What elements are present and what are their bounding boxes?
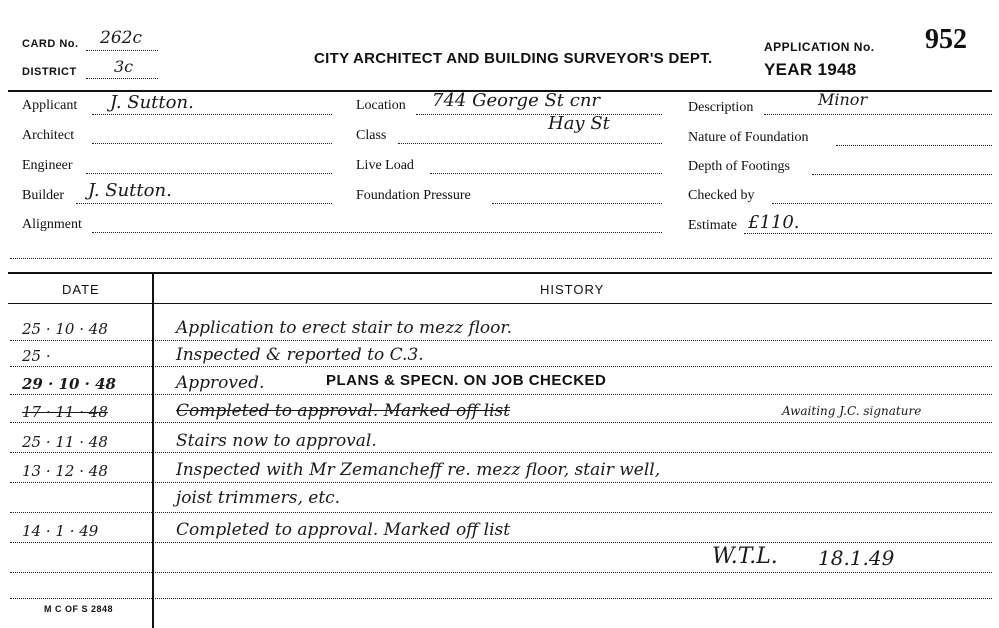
signature-date: 18.1.49 [818, 546, 895, 570]
builder-value: J. Sutton. [88, 180, 172, 201]
description-label: Description [688, 100, 754, 115]
location-value-2: Hay St [548, 113, 610, 134]
history-date: 13 · 12 · 48 [22, 462, 108, 480]
applicant-value: J. Sutton. [110, 92, 194, 113]
checked-stamp: PLANS & SPECN. ON JOB CHECKED [326, 372, 607, 389]
live-load-label: Live Load [356, 158, 414, 173]
foundation-pressure-label: Foundation Pressure [356, 188, 471, 203]
builder-label: Builder [22, 188, 64, 203]
class-label: Class [356, 128, 387, 143]
history-entry: Approved. [176, 373, 265, 393]
card-no-label: CARD No. [22, 38, 79, 50]
description-value: Minor [818, 90, 868, 109]
history-entry: Stairs now to approval. [176, 431, 377, 451]
year: YEAR 1948 [764, 60, 857, 79]
card-no-value: 262c [100, 28, 142, 48]
history-column-header: HISTORY [540, 282, 605, 297]
history-date: 14 · 1 · 49 [22, 522, 99, 540]
date-column-header: DATE [62, 282, 100, 297]
architect-label: Architect [22, 128, 75, 143]
history-entry: Inspected with Mr Zemancheff re. mezz floor, stair well, [176, 460, 661, 480]
nature-of-foundation-label: Nature of Foundation [688, 130, 809, 145]
history-entry: joist trimmers, etc. [176, 488, 341, 508]
alignment-label: Alignment [22, 217, 82, 232]
estimate-value: £110. [748, 212, 800, 233]
district-value: 3c [114, 57, 134, 76]
date-column-divider [152, 272, 154, 628]
history-date: 25 · 10 · 48 [22, 320, 108, 338]
history-date: 25 · [22, 347, 51, 365]
checked-by-label: Checked by [688, 188, 755, 203]
estimate-label: Estimate [688, 218, 737, 233]
department-title: CITY ARCHITECT AND BUILDING SURVEYOR'S DEPT. [314, 50, 713, 67]
form-code: M C OF S 2848 [44, 604, 114, 614]
history-entry: Completed to approval. Marked off list [176, 401, 511, 421]
history-entry: Inspected & reported to C.3. [176, 345, 424, 365]
applicant-label: Applicant [22, 98, 78, 113]
location-value: 744 George St cnr [432, 90, 601, 111]
district-label: DISTRICT [22, 66, 77, 78]
history-date: 17 · 11 · 48 [22, 403, 108, 421]
table-header-rule [8, 303, 992, 304]
engineer-label: Engineer [22, 158, 73, 173]
application-no-label: APPLICATION No. [764, 40, 875, 54]
history-date: 25 · 11 · 48 [22, 433, 108, 451]
location-label: Location [356, 98, 406, 113]
history-date: 29 · 10 · 48 [22, 375, 116, 393]
depth-of-footings-label: Depth of Footings [688, 159, 790, 174]
signature: W.T.L. [712, 544, 778, 569]
application-no-value: 952 [925, 24, 967, 55]
history-entry: Completed to approval. Marked off list [176, 520, 511, 540]
table-top-rule [8, 272, 992, 274]
history-entry: Application to erect stair to mezz floor. [176, 318, 512, 338]
history-note: Awaiting J.C. signature [782, 404, 922, 418]
